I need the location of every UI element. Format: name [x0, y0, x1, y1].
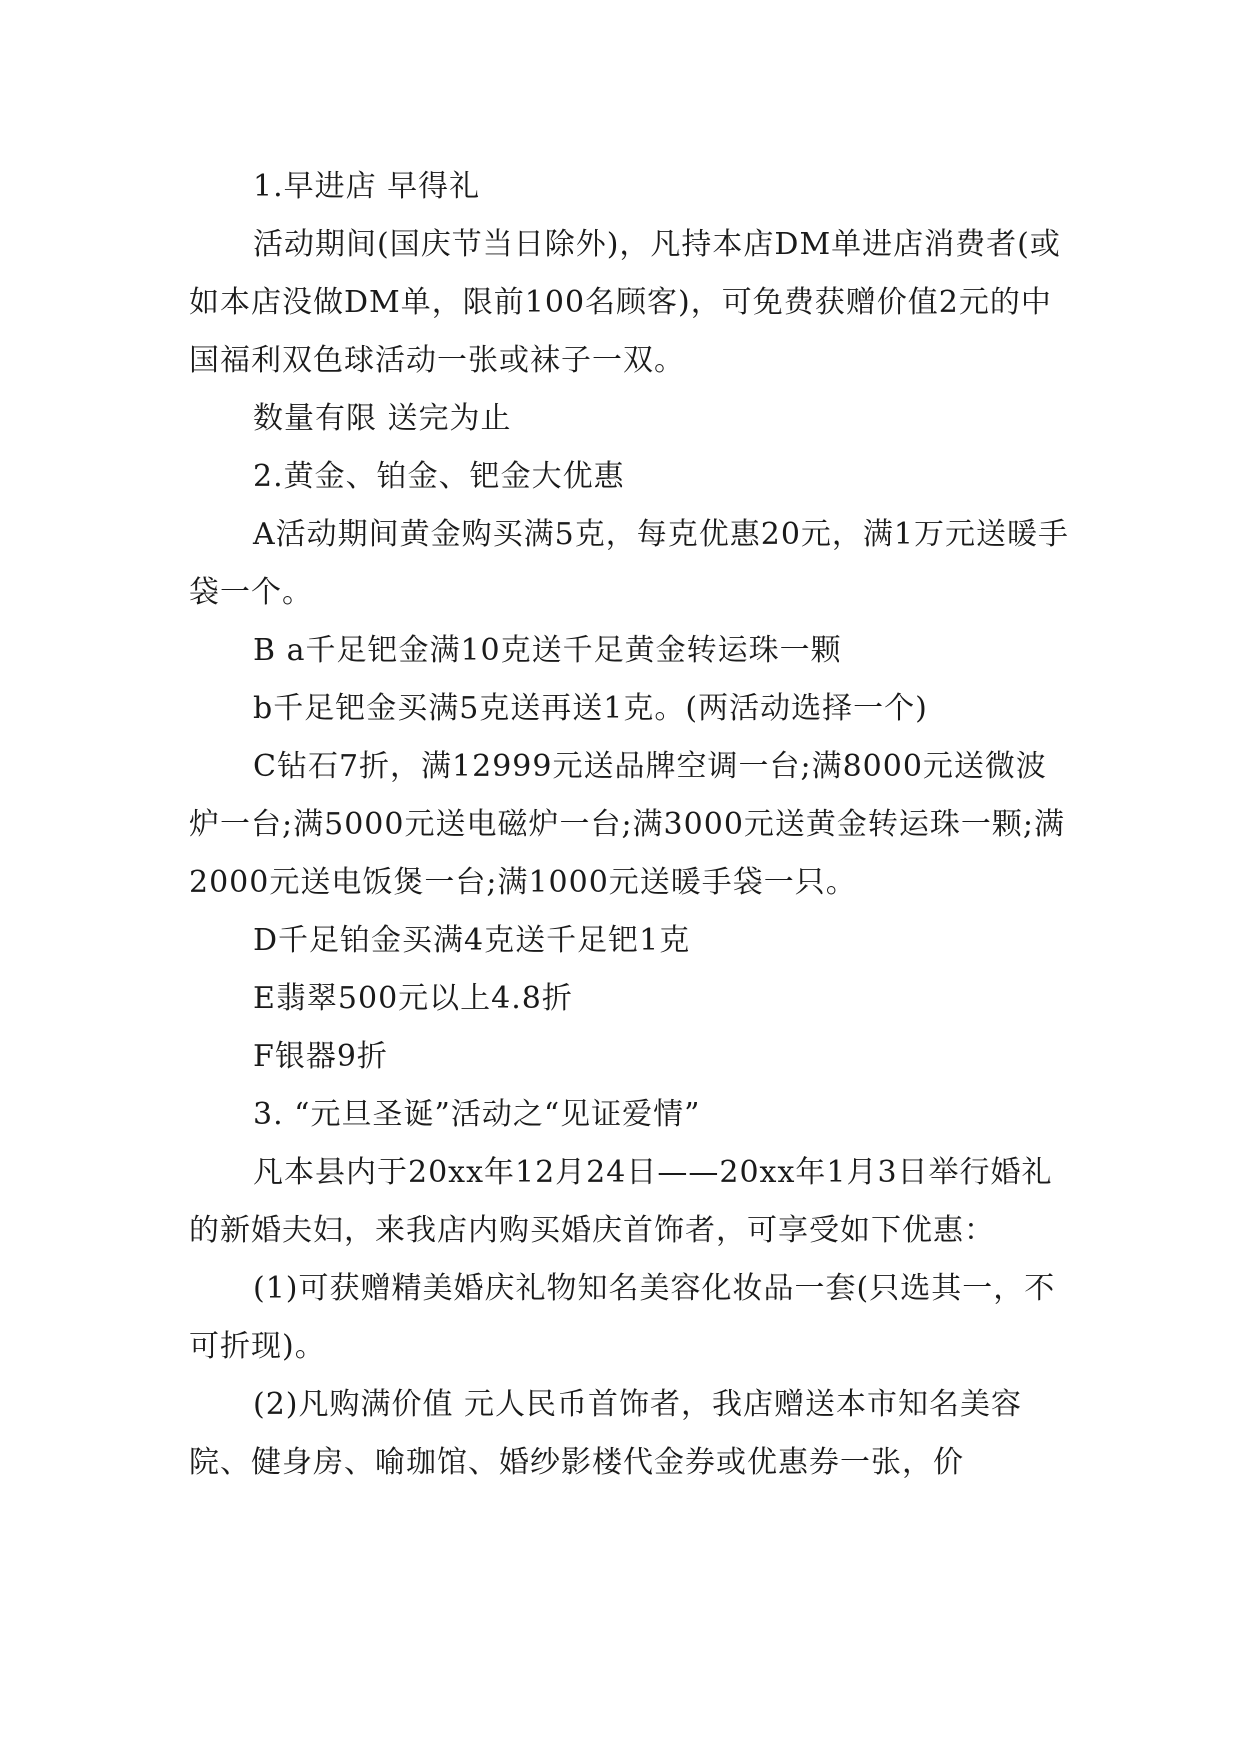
- paragraph-newlywed-offer: 凡本县内于20xx年12月24日——20xx年1月3日举行婚礼的新婚夫妇，来我店内购买婚庆首饰者，可享受如下优惠：: [189, 1155, 1053, 1248]
- paragraph-offer-c: C钻石7折，满12999元送品牌空调一台;满8000元送微波炉一台;满5000元送电磁炉一台;满3000元送黄金转运珠一颗;满2000元送电饭煲一台;满1000元送暖手袋一只。: [189, 749, 1066, 900]
- paragraph-item-1: (1)可获赠精美婚庆礼物知名美容化妆品一套(只选其一，不可折现)。: [189, 1271, 1056, 1364]
- paragraph-offer-b-b: b千足钯金买满5克送再送1克。(两活动选择一个): [253, 691, 928, 726]
- paragraph-early-gift-details: 活动期间(国庆节当日除外)，凡持本店DM单进店消费者(或如本店没做DM单，限前100名顾客)，可免费获赠价值2元的中国福利双色球活动一张或袜子一双。: [189, 227, 1061, 378]
- paragraph-limited-quantity: 数量有限 送完为止: [253, 401, 512, 436]
- paragraph-offer-b-a: B a千足钯金满10克送千足黄金转运珠一颗: [253, 633, 842, 668]
- paragraph-offer-f: F银器9折: [253, 1039, 388, 1074]
- heading-gold-platinum-palladium: 2.黄金、铂金、钯金大优惠: [253, 459, 625, 494]
- document-body: [189, 158, 1069, 1492]
- heading-witness-love: 3. “元旦圣诞”活动之“见证爱情”: [253, 1097, 701, 1132]
- paragraph-offer-e: E翡翠500元以上4.8折: [253, 981, 573, 1016]
- paragraph-offer-d: D千足铂金买满4克送千足钯1克: [253, 923, 691, 958]
- paragraph-offer-a: A活动期间黄金购买满5克，每克优惠20元，满1万元送暖手袋一个。: [189, 517, 1070, 610]
- paragraph-item-2: (2)凡购满价值 元人民币首饰者，我店赠送本市知名美容院、健身房、喻珈馆、婚纱影楼代金券或优惠券一张，价: [189, 1387, 1023, 1480]
- heading-early-gift: 1.早进店 早得礼: [253, 169, 481, 204]
